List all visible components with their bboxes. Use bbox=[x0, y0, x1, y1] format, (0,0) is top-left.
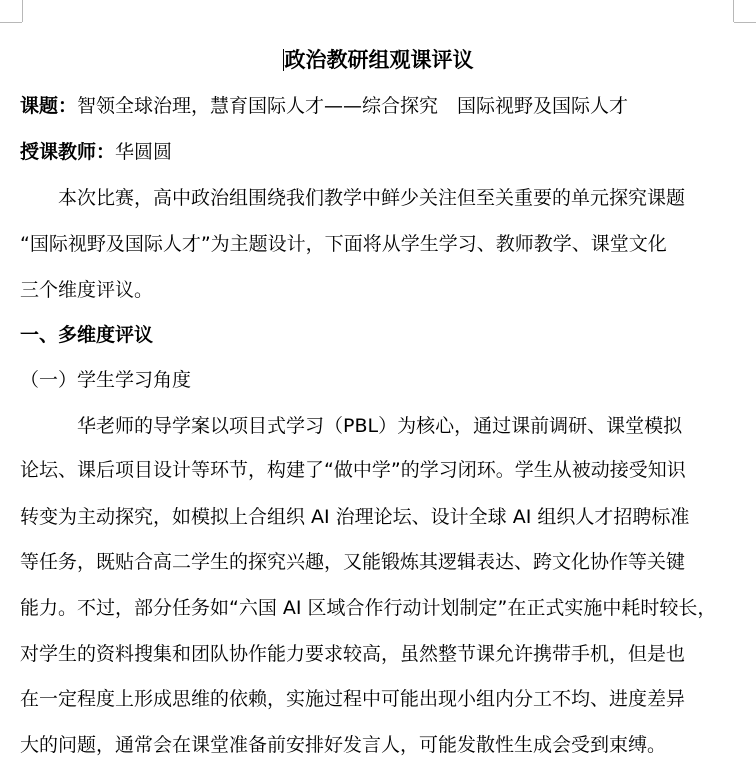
intro-line: 三个维度评议。 bbox=[20, 279, 154, 301]
body-line: 华老师的导学案以项目式学习（PBL）为核心，通过课前调研、课堂模拟 bbox=[20, 415, 683, 437]
section-heading: 一、多维度评议 bbox=[20, 324, 154, 346]
teacher-label: 授课教师： bbox=[20, 141, 116, 163]
document-title[interactable] bbox=[0, 47, 756, 73]
intro-line: “国际视野及国际人才”为主题设计，下面将从学生学习、教师教学、课堂文化 bbox=[20, 233, 667, 255]
intro-line: 本次比赛，高中政治组围绕我们教学中鲜少关注但至关重要的单元探究课题 bbox=[20, 187, 686, 209]
lesson-value: 智领全球治理，慧育国际人才——综合探究 国际视野及国际人才 bbox=[77, 95, 629, 117]
body-line: 转变为主动探究，如模拟上合组织 AI 治理论坛、设计全球 AI 组织人才招聘标准 bbox=[20, 506, 690, 528]
body-line: 在一定程度上形成思维的依赖，实施过程中可能出现小组内分工不均、进度差异 bbox=[20, 688, 686, 710]
text-cursor bbox=[283, 49, 284, 71]
margin-corner-mark-top-left bbox=[0, 22, 22, 23]
body-line: 能力。不过，部分任务如“六国 AI 区域合作行动计划制定”在正式实施中耗时较长， bbox=[20, 597, 717, 619]
body-line: 对学生的资料搜集和团队协作能力要求较高，虽然整节课允许携带手机，但是也 bbox=[20, 643, 686, 665]
body-line: 等任务，既贴合高二学生的探究兴趣，又能锻炼其逻辑表达、跨文化协作等关键 bbox=[20, 551, 686, 573]
body-line: 论坛、课后项目设计等环节，构建了“做中学”的学习闭环。学生从被动接受知识 bbox=[20, 459, 686, 481]
lesson-line bbox=[20, 94, 742, 118]
teacher-value: 华圆圆 bbox=[115, 141, 173, 163]
lesson-label: 课题： bbox=[20, 95, 78, 117]
teacher-line bbox=[20, 140, 742, 164]
margin-corner-mark-top-right bbox=[734, 22, 756, 23]
body-line: 大的问题，通常会在课堂准备前安排好发言人，可能发散性生成会受到束缚。 bbox=[20, 734, 667, 756]
margin-corner-mark-top-right-vertical bbox=[733, 0, 734, 22]
subsection-heading: （一）学生学习角度 bbox=[20, 369, 192, 391]
margin-corner-mark-top-left-vertical bbox=[22, 0, 23, 22]
document-title-text: 政治教研组观课评议 bbox=[284, 48, 474, 72]
